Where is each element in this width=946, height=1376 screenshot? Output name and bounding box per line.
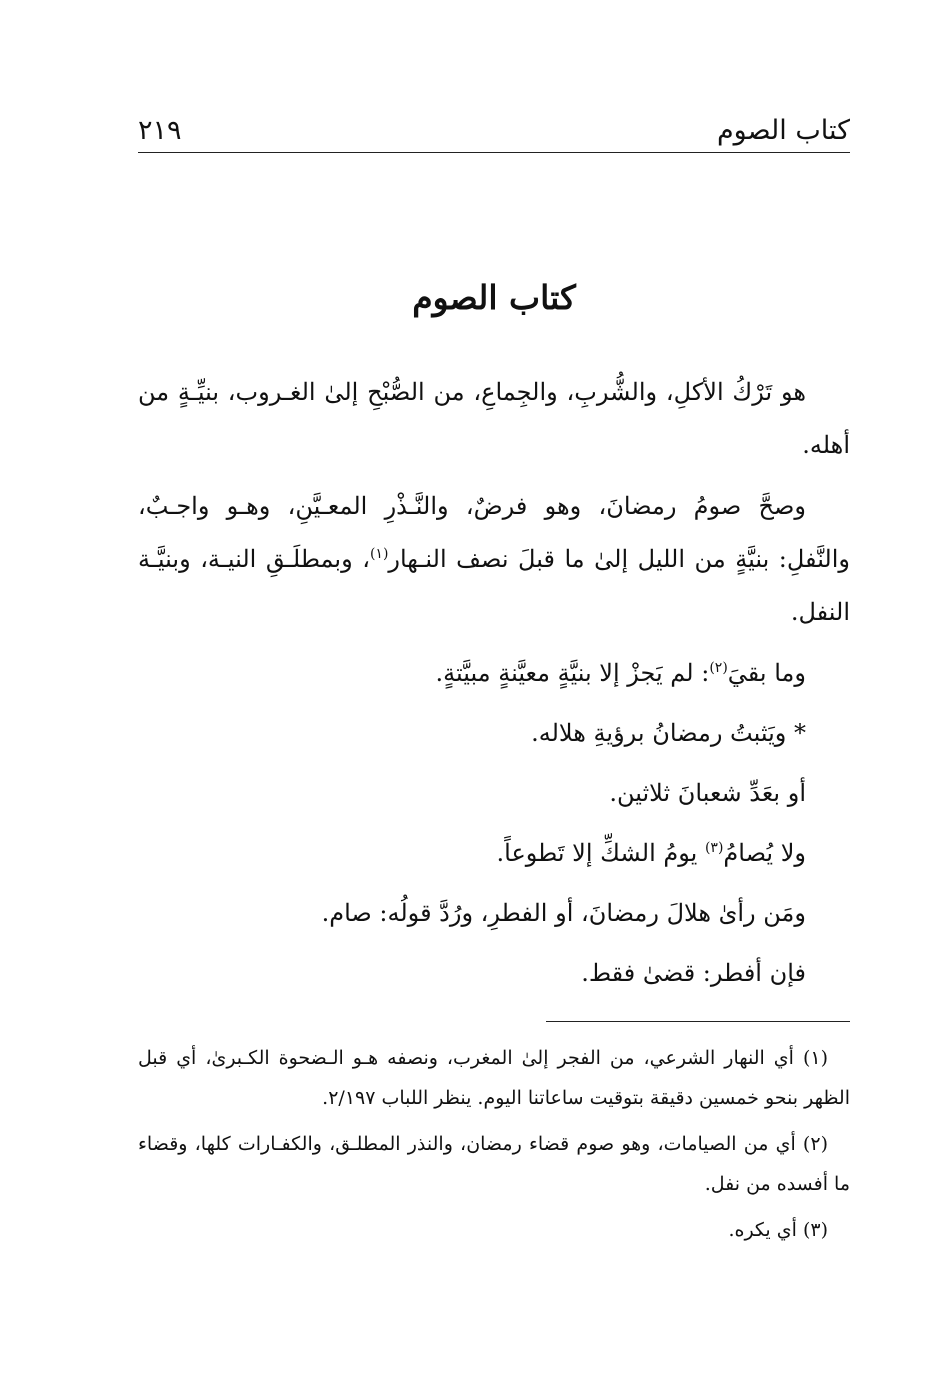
paragraph-validity <box>138 480 850 639</box>
paragraph-text: ، وبمطلَـقِ النيـة، وبنيَّـة النفل. <box>138 545 850 626</box>
paragraph-remaining <box>138 647 806 700</box>
chapter-title: كتاب الصوم <box>412 278 576 317</box>
header-rule <box>138 152 850 153</box>
header-section-title: كتاب الصوم <box>716 115 850 146</box>
footnote-rule <box>546 1021 850 1022</box>
footnote-2: (٢) أي من الصيامات، وهو صوم قضاء رمضان، والنذر المطلـق، والكفـارات كلها، وقضاء ما أفسده من نفل. <box>138 1133 850 1195</box>
footnote-ref-1: (١) <box>369 546 389 562</box>
footnote-ref-3: (٣) <box>704 840 724 856</box>
paragraph-shaban: أو بعَدِّ شعبانَ ثلاثين. <box>609 779 806 807</box>
footnotes <box>138 1038 850 1256</box>
paragraph-definition: هو تَرْكُ الأكلِ، والشُّربِ، والجِماعِ، من الصُّبْحِ إلىٰ الغـروب، بنيِّـةٍ من أهله. <box>138 378 850 459</box>
running-header <box>138 108 850 152</box>
footnote-1: (١) أي النهار الشرعي، من الفجر إلىٰ المغرب، ونصفه هـو الـضحوة الكـبرىٰ، أي قبل الظهر بنحو خمسين دقيقة بتوقيت ساعاتنا اليوم. ينظر اللباب ٢/١٩٧. <box>138 1047 850 1109</box>
paragraph-crescent-witness: ومَن رأىٰ هلالَ رمضانَ، أو الفطرِ، ورُدَّ قولُه: صام. <box>321 899 806 927</box>
paragraph-text: وصحَّ صومُ رمضانَ، وهو فرضٌ، والنَّـذْرِ المعـيَّنِ، وهـو واجـبٌ، والنَّفلِ: بنيَّةٍ من الليل إلىٰ ما قبلَ نصف النـهار <box>138 492 850 573</box>
paragraph-text: وما بقيَ <box>727 659 806 687</box>
footnote-3: (٣) أي يكره. <box>728 1219 828 1241</box>
paragraph-breaking-fast: فإن أفطر: قضىٰ فقط. <box>581 959 806 987</box>
paragraph-text: يومُ الشكِّ إلا تَطوعاً. <box>496 839 705 867</box>
page-number: ٢١٩ <box>138 115 182 146</box>
paragraph-moon-sighting: * ويَثبتُ رمضانُ برؤيةِ هلاله. <box>531 719 806 747</box>
paragraph-doubt-day <box>138 827 806 880</box>
paragraph-text: ولا يُصامُ <box>723 839 806 867</box>
paragraph-text: : لم يَجزْ إلا بنيَّةٍ معيَّنةٍ مبيَّتةٍ. <box>435 659 710 687</box>
footnote-ref-2: (٢) <box>709 660 728 676</box>
main-text <box>138 366 850 1007</box>
